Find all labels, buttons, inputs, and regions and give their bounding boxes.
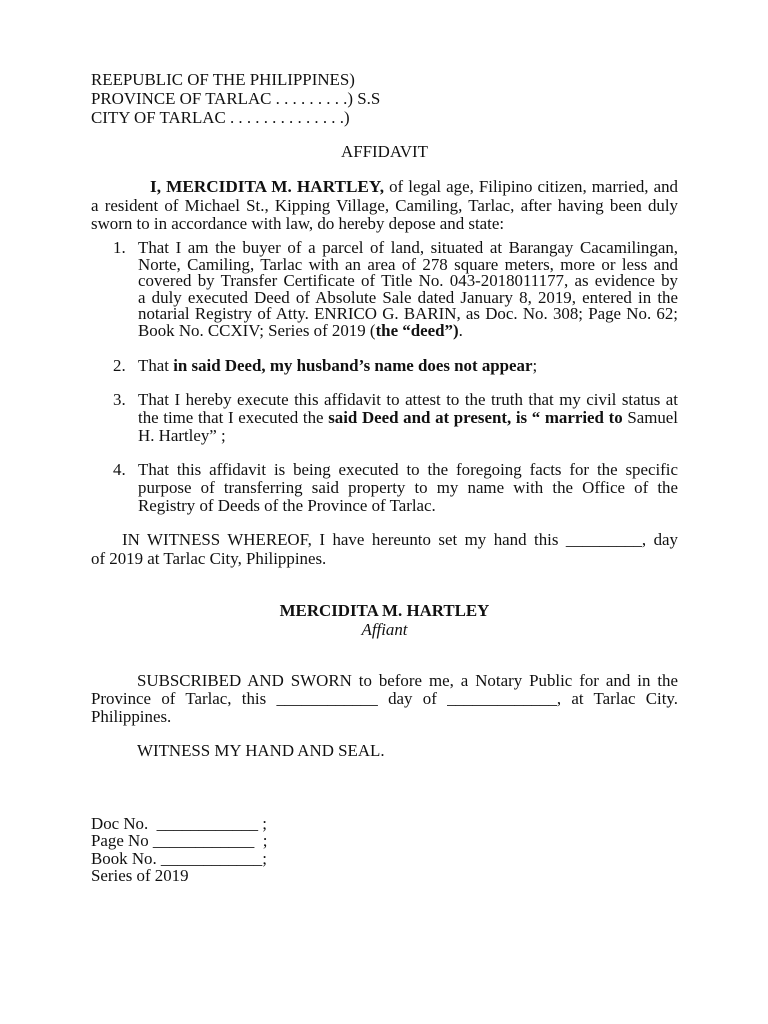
intro-line-3: sworn to in accordance with law, do hereby depose and state: xyxy=(91,214,505,233)
item-body xyxy=(138,357,678,375)
item-line: Norte, Camiling, Tarlac with an area of 278 square meters, more or less and xyxy=(138,254,678,274)
item-line xyxy=(138,409,678,427)
notarial-register xyxy=(91,815,678,884)
item-text: Samuel xyxy=(622,408,678,427)
item-body xyxy=(138,240,678,340)
document-title: AFFIDAVIT xyxy=(341,142,428,161)
signature-block xyxy=(91,601,678,639)
jurat-paragraph xyxy=(91,672,678,726)
item-line: covered by Transfer Certificate of Title No. 043-2018011177, as evidence by xyxy=(138,271,678,291)
caption-city: CITY OF TARLAC . . . . . . . . . . . . . .) xyxy=(91,108,350,127)
item-line: That I am the buyer of a parcel of land, situated at Barangay Cacamilingan, xyxy=(138,238,678,257)
list-item-1 xyxy=(91,240,678,340)
item-body xyxy=(138,461,678,515)
item-line: That this affidavit is being executed to the foregoing facts for the specific xyxy=(138,460,678,479)
jurat-line-1: SUBSCRIBED AND SWORN to before me, a Notary Public for and in the xyxy=(137,671,678,690)
item-line: H. Hartley” ; xyxy=(138,426,226,445)
item-line: purpose of transferring said property to my name with the Office of the xyxy=(138,478,678,497)
item-text: Book No. CCXIV; Series of 2019 ( xyxy=(138,320,376,340)
witness-line-1: IN WITNESS WHEREOF, I have hereunto set my hand this _________, day xyxy=(122,530,678,549)
affiant-name-bold: I, MERCIDITA M. HARTLEY, xyxy=(150,177,385,196)
item-bold-text: said Deed and at present, is “ married to xyxy=(328,408,623,427)
item-number: 2. xyxy=(113,356,126,375)
item-text: ; xyxy=(532,356,538,375)
item-line xyxy=(138,357,678,375)
affiant-name xyxy=(91,601,678,620)
item-text: the time that I executed the xyxy=(138,408,329,427)
jurat-line-2: Province of Tarlac, this ____________ day of _____________, at Tarlac City. xyxy=(91,689,678,708)
item-body xyxy=(138,391,678,445)
intro-line-1 xyxy=(91,178,678,197)
item-number: 3. xyxy=(113,390,126,409)
seal-line xyxy=(91,742,678,760)
page-number-line: Page No ____________ ; xyxy=(91,831,268,851)
book-number-line: Book No. ____________; xyxy=(91,848,267,868)
witness-paragraph xyxy=(91,530,678,568)
witness-hand-seal: WITNESS MY HAND AND SEAL. xyxy=(137,741,385,760)
affiant-role: Affiant xyxy=(361,620,408,639)
item-line: That I hereby execute this affidavit to attest to the truth that my civil status at xyxy=(138,390,678,409)
series-line: Series of 2019 xyxy=(91,865,189,885)
item-bold-text: in said Deed, my husband’s name does not appear xyxy=(173,356,533,375)
affiant-signature-name: MERCIDITA M. HARTLEY xyxy=(279,601,490,620)
intro-line-2: a resident of Michael St., Kipping Village, Camiling, Tarlac, after having been duly xyxy=(91,195,678,215)
intro-line-1-text: of legal age, Filipino citizen, married, and xyxy=(384,177,678,196)
list-item-4 xyxy=(91,461,678,515)
item-text: . xyxy=(458,320,463,340)
item-text: That xyxy=(138,356,174,375)
venue-caption xyxy=(91,70,678,127)
intro-paragraph xyxy=(91,178,678,234)
caption-republic: REEPUBLIC OF THE PHILIPPINES) xyxy=(91,70,355,89)
list-item-3 xyxy=(91,391,678,445)
item-number: 1. xyxy=(113,238,126,257)
doc-number-line: Doc No. ____________ ; xyxy=(91,814,267,833)
list-item-2 xyxy=(91,357,678,375)
item-line: notarial Registry of Atty. ENRICO G. BARIN, as Doc. No. 308; Page No. 62; xyxy=(138,304,678,324)
item-line: a duly executed Deed of Absolute Sale dated January 8, 2019, entered in the xyxy=(138,287,678,307)
deed-defined-term: the “deed”) xyxy=(375,320,459,340)
witness-line-2: of 2019 at Tarlac City, Philippines. xyxy=(91,549,327,568)
caption-province: PROVINCE OF TARLAC . . . . . . . . .) S.S xyxy=(91,89,381,108)
jurat-line-3: Philippines. xyxy=(91,707,172,726)
item-number: 4. xyxy=(113,460,126,479)
item-line: Registry of Deeds of the Province of Tarlac. xyxy=(138,496,436,515)
item-line xyxy=(138,320,678,340)
